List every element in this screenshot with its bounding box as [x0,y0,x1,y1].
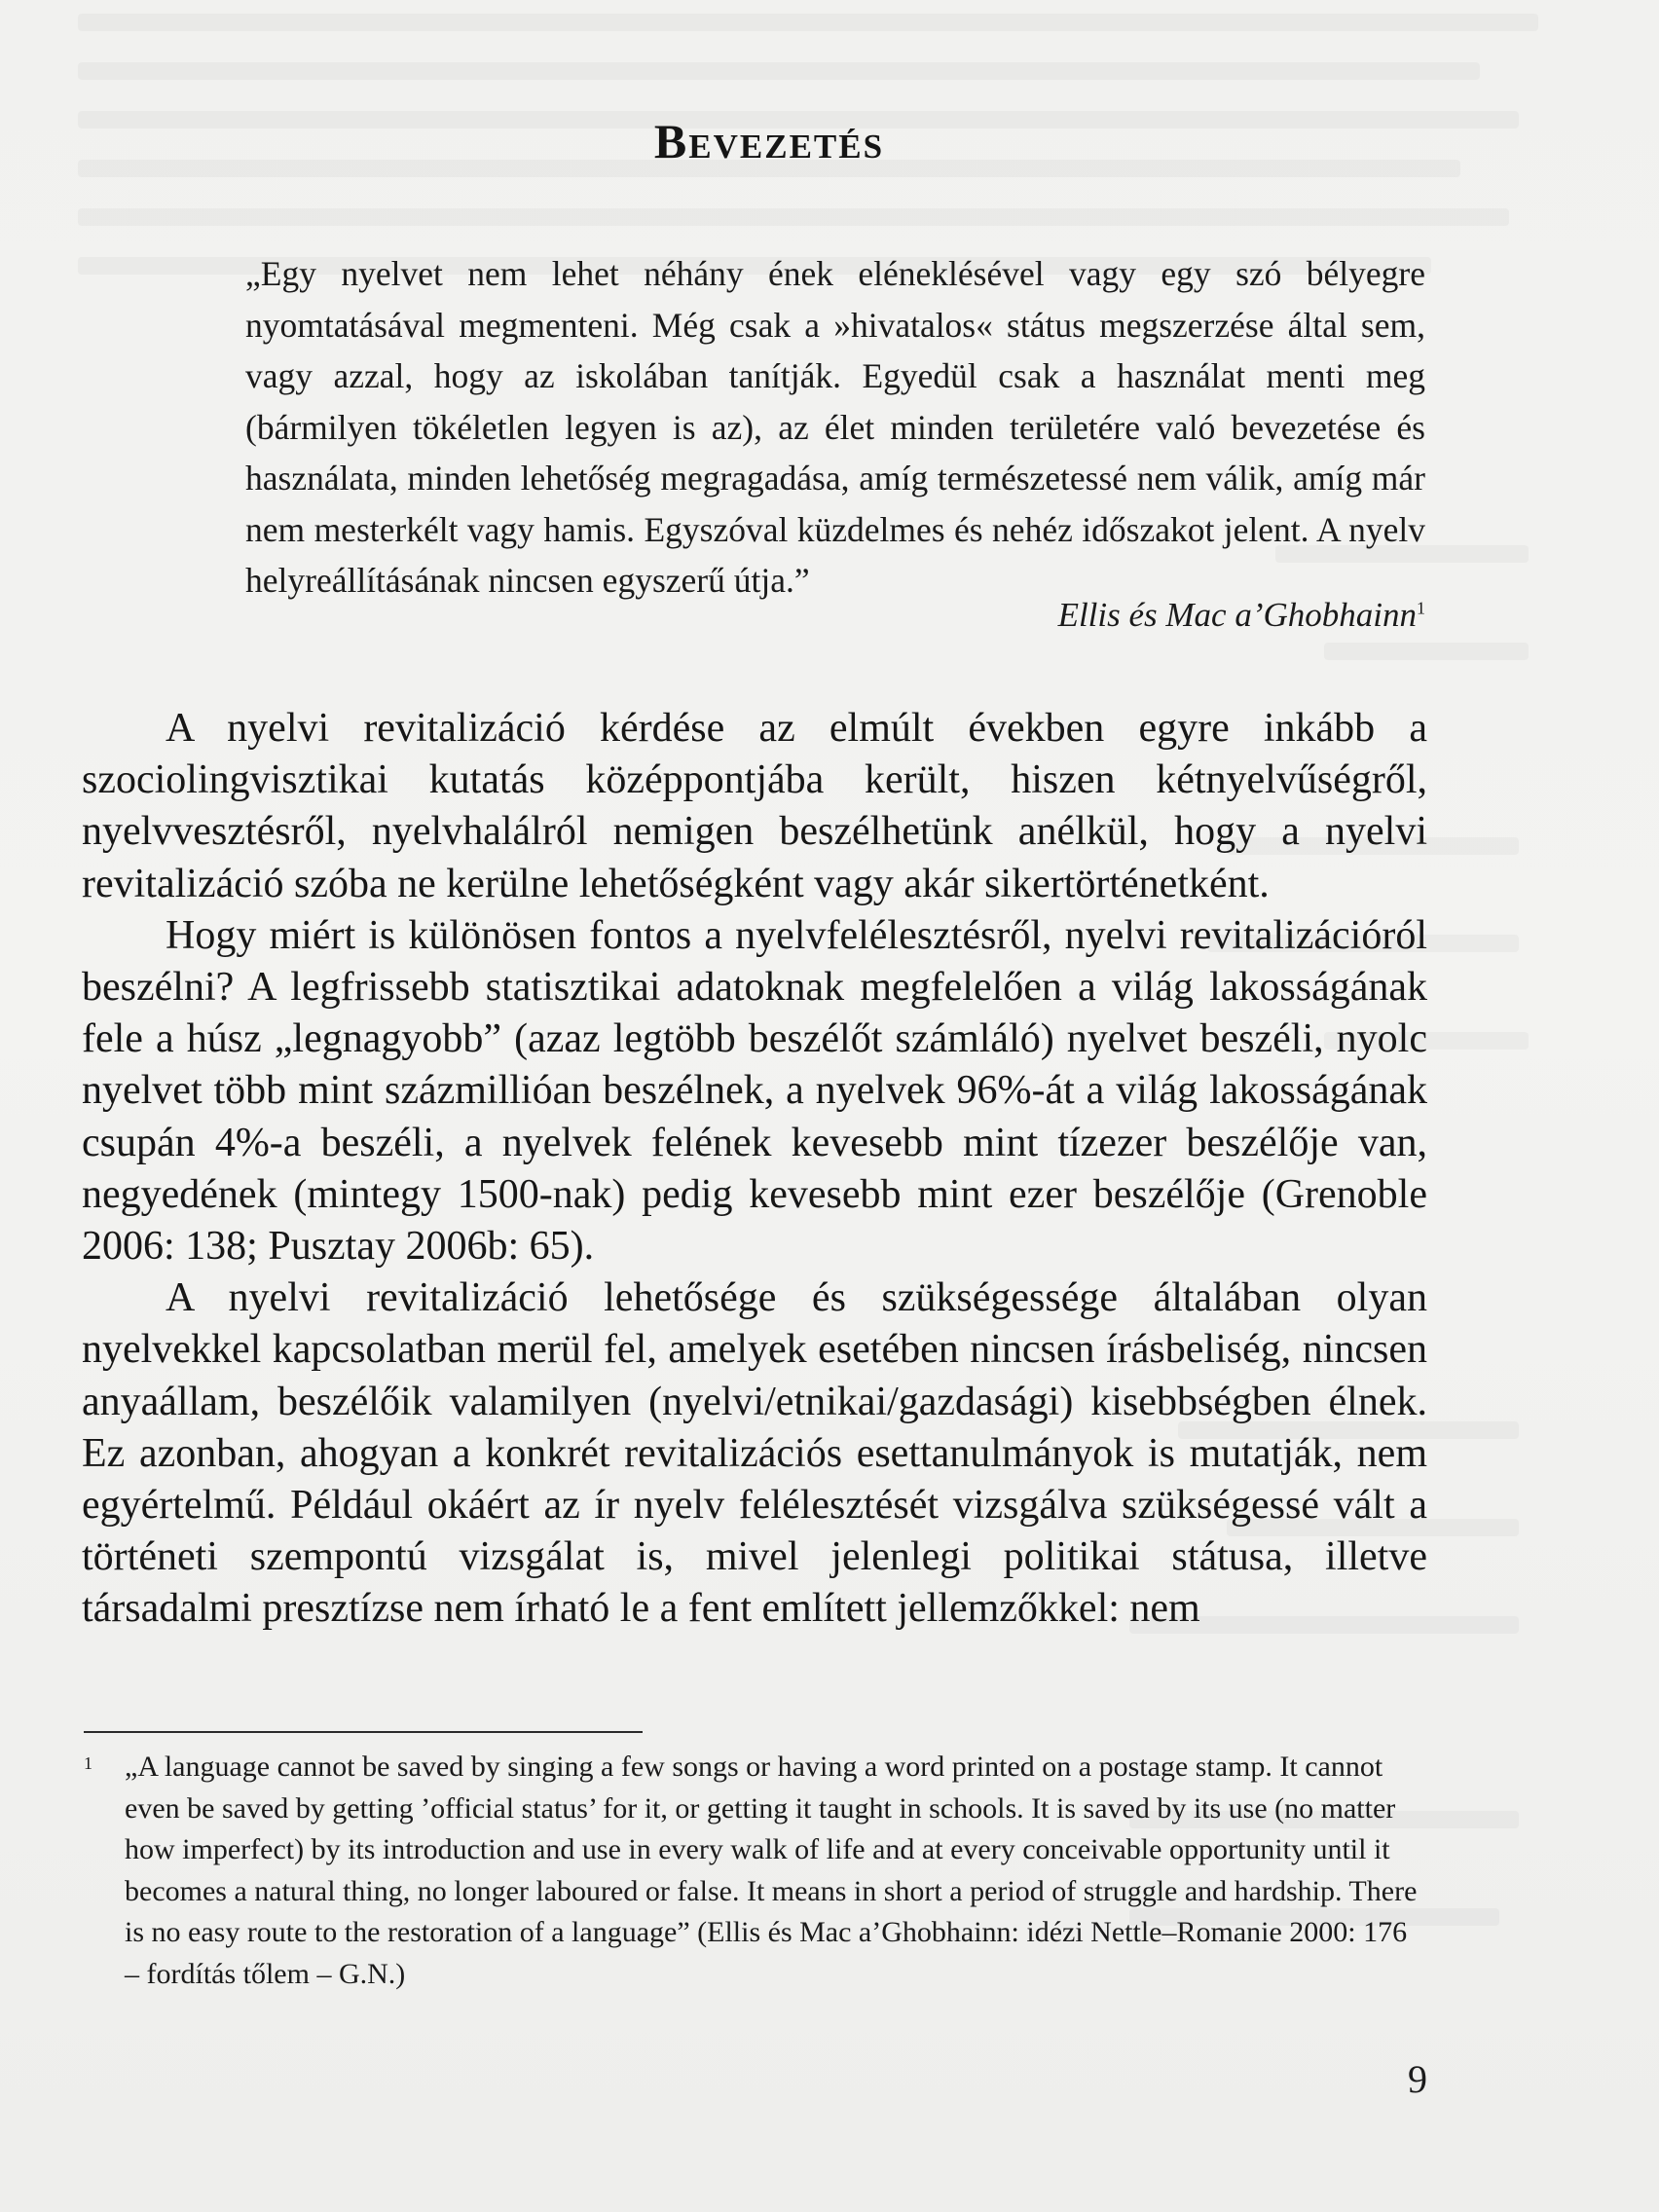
epigraph-quote [245,248,1425,607]
footnote-text: „A language cannot be saved by singing a few songs or having a word printed on a postage stamp. It cannot even be saved by getting ’official status’ for it, or getting it taught in schools. It is saved by its use (no matter how imperfect) by its introduction and use in every walk of life and at every conceivable opportunity until it becomes a natural thing, no longer laboured or false. It means in short a period of struggle and hardship. There is no easy route to the restoration of a language” (Ellis és Mac a’Ghobhainn: idézi Nettle–Romanie 2000: 176 – fordítás tőlem – G.N.) [125,1751,1418,1990]
page-number: 9 [1408,2057,1427,2101]
epigraph-attribution [1058,596,1425,635]
footnote-divider [84,1731,643,1733]
paragraph: A nyelvi revitalizáció kérdése az elmúlt években egyre inkább a szociolingvisztikai kutatás középpontjába került, hiszen kétnyelvűségről, nyelvvesztésről, nyelvhalálról nemigen beszélhetünk anélkül, hogy a nyelvi revitalizáció szóba ne kerülne lehetőségként vagy akár sikertörténetként. [82,706,1427,906]
paragraph: Hogy miért is különösen fontos a nyelvfelélesztésről, nyelvi revitalizációról beszélni? A legfrissebb statisztikai adatoknak megfelelően a világ lakosságának fele a húsz „legnagyobb” (azaz legtöbb beszélőt számláló) nyelvet beszéli, nyolc nyelvet több mint százmillióan beszélnek, a nyelvek 96%-át a világ lakosságának csupán 4%-a beszéli, a nyelvek felének kevesebb mint tízezer beszélője van, negyedének (mintegy 1500-nak) pedig kevesebb mint ezer beszélője (Grenoble 2006: 138; Pusztay 2006b: 65). [82,912,1427,1270]
footnote [84,1747,1425,1995]
footnote-marker: 1 [84,1753,92,1773]
epigraph-text: „Egy nyelvet nem lehet néhány ének eléneklésével vagy egy szó bélyegre nyomtatásával megmenteni. Még csak a »hivatalos« státus megszerzése által sem, vagy azzal, hogy az iskolában tanítják. Egyedül csak a használat menti meg (bármilyen tökéletlen legyen is az), az élet minden területére való bevezetése és használata, minden lehetőség megragadása, amíg természetessé nem válik, amíg már nem mesterkélt vagy hamis. Egyszóval küzdelmes és nehéz időszakot jelent. A nyelv helyreállításának nincsen egyszerű útja.” [245,254,1425,600]
paragraph: A nyelvi revitalizáció lehetősége és szükségessége általában olyan nyelvekkel kapcsolatban merül fel, amelyek esetében nincsen írásbeliség, nincsen anyaállam, beszélőik valamilyen (nyelvi/etnikai/gazdasági) kisebbségben élnek. Ez azonban, ahogyan a konkrét revitalizációs esettanulmányok is mutatják, nem egyértelmű. Például okáért az ír nyelv felélesztését vizsgálva szükségessé vált a történeti szempontú vizsgálat is, mivel jelenlegi politikai státusa, illetve társadalmi presztízse nem írható le a fent említett jellemzőkkel: nem [82,1275,1427,1632]
chapter-title: Bevezetés [653,113,885,168]
footnote-reference[interactable]: 1 [1417,598,1425,618]
attribution-author: Ellis és Mac a’Ghobhainn [1057,596,1417,634]
body-text [82,703,1427,1636]
